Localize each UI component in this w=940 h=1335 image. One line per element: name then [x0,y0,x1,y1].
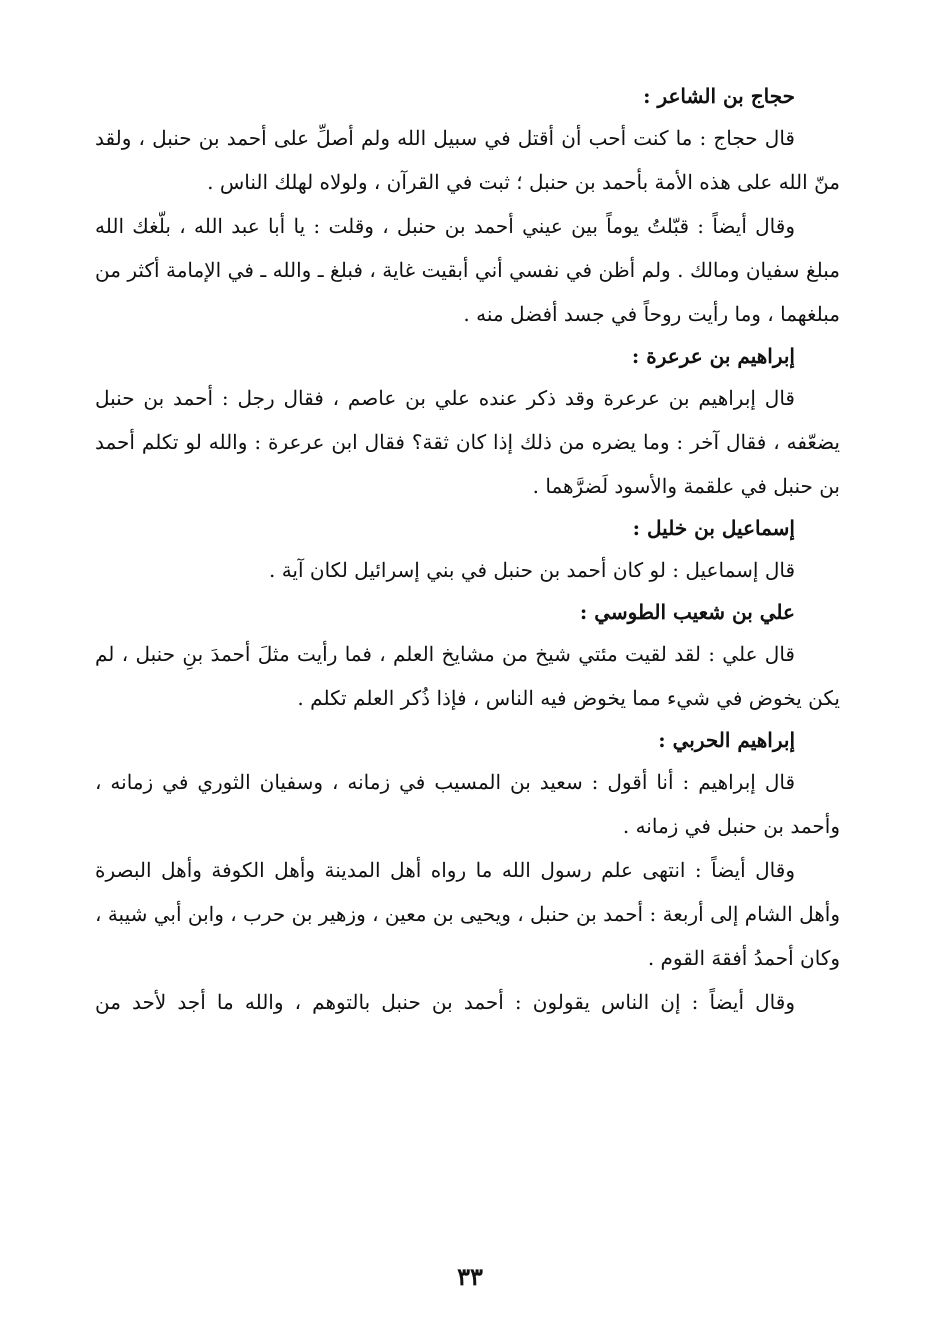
section-heading: إبراهيم الحربي : [658,728,795,752]
paragraph: قال إبراهيم بن عرعرة وقد ذكر عنده علي بن عاصم ، فقال رجل : أحمد بن حنبل يضعّفه ، فقال آخر : وما يضره من ذلك إذا كان ثقة؟ فقال ابن عرعرة : والله لو تكلم أحمد بن حنبل في علقمة والأسود لَضرَّهما . [95,386,840,498]
page-number: ٣٣ [457,1262,483,1291]
paragraph: وقال أيضاً : إن الناس يقولون : أحمد بن حنبل بالتوهم ، والله ما أجد لأحد من [95,990,795,1014]
paragraph: قال إسماعيل : لو كان أحمد بن حنبل في بني إسرائيل لكان آية . [268,558,795,582]
section-heading: علي بن شعيب الطوسي : [579,600,795,624]
page-body [95,76,840,1024]
paragraph: وقال أيضاً : قبّلتُ يوماً بين عيني أحمد بن حنبل ، وقلت : يا أبا عبد الله ، بلّغك الله مبلغ سفيان ومالك . ولم أظن في نفسي أني أبقيت غاية ، فبلغ ـ والله ـ في الإمامة أكثر من مبلغهما ، وما رأيت روحاً في جسد أفضل منه . [95,214,840,326]
paragraph: قال حجاج : ما كنت أحب أن أقتل في سبيل الله ولم أصلِّ على أحمد بن حنبل ، ولقد منّ الله على هذه الأمة بأحمد بن حنبل ؛ ثبت في القرآن ، ولولاه لهلك الناس . [95,126,840,194]
paragraph: قال علي : لقد لقيت مئتي شيخ من مشايخ العلم ، فما رأيت مثلَ أحمدَ بنِ حنبل ، لم يكن يخوض في شيء مما يخوض فيه الناس ، فإذا ذُكر العلم تكلم . [95,642,840,710]
paragraph: قال إبراهيم : أنا أقول : سعيد بن المسيب في زمانه ، وسفيان الثوري في زمانه ، وأحمد بن حنبل في زمانه . [95,770,840,838]
section-heading: حجاج بن الشاعر : [643,84,795,108]
section-heading: إبراهيم بن عرعرة : [631,344,795,368]
section-heading: إسماعيل بن خليل : [632,516,795,540]
paragraph: وقال أيضاً : انتهى علم رسول الله ما رواه أهل المدينة وأهل الكوفة وأهل البصرة وأهل الشام إلى أربعة : أحمد بن حنبل ، ويحيى بن معين ، وزهير بن حرب ، وابن أبي شيبة ، وكان أحمدُ أفقهَ القوم . [95,858,840,970]
